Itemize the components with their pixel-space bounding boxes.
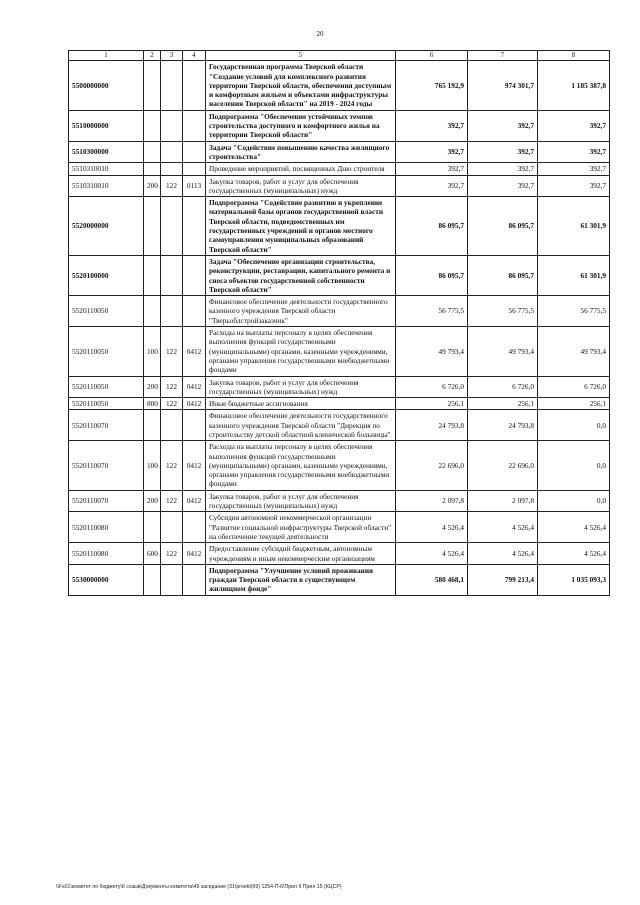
amount-2022: 22 696,0: [396, 441, 468, 490]
item-name: Закупка товаров, работ и услуг для обеспечения государственных (муниципальных) нужд: [206, 490, 396, 512]
item-name: Финансовое обеспечение деятельности государственного казенного учреждения Тверской области "Дирекция по строительству детской областной клинической больницы": [206, 410, 396, 441]
kvsr-code: [161, 512, 183, 543]
amount-2024: 61 301,9: [538, 255, 610, 295]
column-header: 8: [538, 51, 610, 61]
kvsr-code: 122: [161, 398, 183, 410]
amount-2022: 6 726,0: [396, 376, 468, 398]
amount-2024: 6 726,0: [538, 376, 610, 398]
table-row: [69, 255, 610, 295]
kvr-code: 200: [144, 376, 161, 398]
section-code: [183, 197, 206, 256]
amount-2022: 86 095,7: [396, 197, 468, 256]
kcsr-code: 5520110070: [69, 410, 144, 441]
item-name: Проведение мероприятий, посвященных Дню строителя: [206, 163, 396, 175]
kvr-code: 100: [144, 327, 161, 376]
item-name: Государственная программа Тверской области "Создание условий для комплексного развития территории Тверской области, обеспечения доступным и комфортным жильем и объектами инфраструктуры населения Тверской области" на 2019 - 2024 годы: [206, 61, 396, 110]
kvsr-code: [161, 141, 183, 163]
amount-2022: 56 775,5: [396, 296, 468, 327]
kcsr-code: 5530000000: [69, 564, 144, 595]
table-row: [69, 376, 610, 398]
amount-2024: 0,0: [538, 410, 610, 441]
amount-2022: 392,7: [396, 163, 468, 175]
amount-2023: 392,7: [468, 141, 538, 163]
kcsr-code: 5510310010: [69, 175, 144, 197]
kvsr-code: [161, 564, 183, 595]
kcsr-code: 5520110070: [69, 490, 144, 512]
amount-2024: 0,0: [538, 441, 610, 490]
table-row: [69, 163, 610, 175]
kvsr-code: 122: [161, 376, 183, 398]
amount-2023: 56 775,5: [468, 296, 538, 327]
amount-2022: 580 468,1: [396, 564, 468, 595]
table-row: [69, 410, 610, 441]
kvr-code: 200: [144, 175, 161, 197]
amount-2023: 392,7: [468, 163, 538, 175]
amount-2024: 392,7: [538, 175, 610, 197]
section-code: [183, 255, 206, 295]
section-code: [183, 564, 206, 595]
kcsr-code: 5510300000: [69, 141, 144, 163]
table-row: [69, 61, 610, 110]
column-header: 4: [183, 51, 206, 61]
amount-2022: 256,1: [396, 398, 468, 410]
kvsr-code: 122: [161, 441, 183, 490]
kvr-code: [144, 512, 161, 543]
table-row: [69, 110, 610, 141]
amount-2023: 86 095,7: [468, 255, 538, 295]
kvsr-code: 122: [161, 543, 183, 565]
kvr-code: [144, 110, 161, 141]
amount-2023: 392,7: [468, 110, 538, 141]
table-row: [69, 175, 610, 197]
kvr-code: [144, 141, 161, 163]
table-header-row: [69, 51, 610, 61]
amount-2022: 392,7: [396, 110, 468, 141]
kvr-code: [144, 410, 161, 441]
column-header: 2: [144, 51, 161, 61]
amount-2023: 256,1: [468, 398, 538, 410]
section-code: 0113: [183, 175, 206, 197]
item-name: Финансовое обеспечение деятельности государственного казенного учреждения Тверской области "Тверьоблстройзаказчик": [206, 296, 396, 327]
kvr-code: 100: [144, 441, 161, 490]
kcsr-code: 5510310010: [69, 163, 144, 175]
amount-2023: 22 696,0: [468, 441, 538, 490]
section-code: [183, 512, 206, 543]
kvsr-code: [161, 197, 183, 256]
amount-2023: 392,7: [468, 175, 538, 197]
table-row: [69, 441, 610, 490]
kcsr-code: 5520000000: [69, 197, 144, 256]
amount-2022: 4 526,4: [396, 543, 468, 565]
amount-2023: 86 095,7: [468, 197, 538, 256]
item-name: Подпрограмма "Улучшение условий проживания граждан Тверской области в существующем жилищном фонде": [206, 564, 396, 595]
amount-2024: 256,1: [538, 398, 610, 410]
column-header: 5: [206, 51, 396, 61]
column-header: 1: [69, 51, 144, 61]
kcsr-code: 5520100000: [69, 255, 144, 295]
section-code: [183, 163, 206, 175]
item-name: Подпрограмма "Содействие развитию и укрепление материальной базы органов государственной власти Тверской области, подведомственных им государственных учреждений и органов местного самоуправления муниципальных образований Тверской области": [206, 197, 396, 256]
item-name: Задача "Содействие повышению качества жилищного строительства": [206, 141, 396, 163]
table-row: [69, 398, 610, 410]
table-row: [69, 141, 610, 163]
kvsr-code: 122: [161, 175, 183, 197]
item-name: Предоставление субсидий бюджетным, автономным учреждениям и иным некоммерческим организациям: [206, 543, 396, 565]
kcsr-code: 5520110050: [69, 327, 144, 376]
amount-2023: 4 526,4: [468, 512, 538, 543]
amount-2023: 6 726,0: [468, 376, 538, 398]
amount-2024: 392,7: [538, 110, 610, 141]
table-row: [69, 296, 610, 327]
kcsr-code: 5520110070: [69, 441, 144, 490]
amount-2024: 392,7: [538, 163, 610, 175]
section-code: 0412: [183, 327, 206, 376]
table-row: [69, 512, 610, 543]
item-name: Расходы на выплаты персоналу в целях обеспечения выполнения функций государственными (муниципальными) органами, казенными учреждениями, органами управления государственными внебюджетными фондами: [206, 327, 396, 376]
kvsr-code: 122: [161, 327, 183, 376]
kcsr-code: 5520110080: [69, 543, 144, 565]
table-row: [69, 197, 610, 256]
section-code: [183, 141, 206, 163]
amount-2022: 392,7: [396, 141, 468, 163]
budget-table: [68, 50, 610, 596]
table-row: [69, 490, 610, 512]
amount-2022: 86 095,7: [396, 255, 468, 295]
amount-2022: 2 097,8: [396, 490, 468, 512]
amount-2023: 4 526,4: [468, 543, 538, 565]
kcsr-code: 5520110080: [69, 512, 144, 543]
kvr-code: [144, 296, 161, 327]
section-code: 0412: [183, 490, 206, 512]
table-row: [69, 564, 610, 595]
kvr-code: [144, 255, 161, 295]
column-header: 6: [396, 51, 468, 61]
amount-2023: 24 793,8: [468, 410, 538, 441]
amount-2024: 4 526,4: [538, 512, 610, 543]
amount-2024: 1 185 387,8: [538, 61, 610, 110]
amount-2024: 49 793,4: [538, 327, 610, 376]
section-code: 0412: [183, 376, 206, 398]
item-name: Субсидия автономной некоммерческой организации "Развитие социальной инфраструктуры Тверской области" на обеспечение текущей деятельности: [206, 512, 396, 543]
section-code: 0412: [183, 543, 206, 565]
amount-2022: 49 793,4: [396, 327, 468, 376]
item-name: Закупка товаров, работ и услуг для обеспечения государственных (муниципальных) нужд: [206, 376, 396, 398]
kvsr-code: [161, 61, 183, 110]
item-name: Расходы на выплаты персоналу в целях обеспечения выполнения функций государственными (муниципальными) органами, казенными учреждениями, органами управления государственными внебюджетными фондами: [206, 441, 396, 490]
amount-2022: 392,7: [396, 175, 468, 197]
amount-2024: 1 035 093,3: [538, 564, 610, 595]
section-code: [183, 296, 206, 327]
section-code: 0412: [183, 398, 206, 410]
file-path-footer: \\Fs01\комитет по бюджету\6 созыв\Документы комитета\49 заседание (31\proekt(69) 1254-П-6\Прил 9 Прил 15 (КЦСР): [56, 884, 342, 890]
kvsr-code: [161, 255, 183, 295]
amount-2023: 799 213,4: [468, 564, 538, 595]
kcsr-code: 5520110050: [69, 398, 144, 410]
section-code: [183, 61, 206, 110]
item-name: Иные бюджетные ассигнования: [206, 398, 396, 410]
amount-2024: 392,7: [538, 141, 610, 163]
amount-2023: 49 793,4: [468, 327, 538, 376]
amount-2024: 4 526,4: [538, 543, 610, 565]
kvr-code: [144, 163, 161, 175]
kvr-code: 600: [144, 543, 161, 565]
kvr-code: 800: [144, 398, 161, 410]
amount-2023: 2 097,8: [468, 490, 538, 512]
kcsr-code: 5510000000: [69, 110, 144, 141]
kvr-code: [144, 61, 161, 110]
section-code: [183, 410, 206, 441]
column-header: 7: [468, 51, 538, 61]
column-header: 3: [161, 51, 183, 61]
section-code: [183, 110, 206, 141]
kvr-code: [144, 564, 161, 595]
item-name: Задача "Обеспечение организации строительства, реконструкции, реставрации, капитального ремонта и сноса объектов государственной собственности Тверской области": [206, 255, 396, 295]
item-name: Закупка товаров, работ и услуг для обеспечения государственных (муниципальных) нужд: [206, 175, 396, 197]
kvr-code: [144, 197, 161, 256]
amount-2024: 0,0: [538, 490, 610, 512]
table-row: [69, 327, 610, 376]
kvsr-code: [161, 410, 183, 441]
section-code: 0412: [183, 441, 206, 490]
amount-2022: 765 192,9: [396, 61, 468, 110]
kcsr-code: 5520110050: [69, 376, 144, 398]
kvsr-code: 122: [161, 490, 183, 512]
item-name: Подпрограмма "Обеспечение устойчивых темпов строительства доступного и комфортного жилья на территории Тверской области": [206, 110, 396, 141]
amount-2022: 24 793,8: [396, 410, 468, 441]
kcsr-code: 5520110050: [69, 296, 144, 327]
kvsr-code: [161, 163, 183, 175]
amount-2023: 974 301,7: [468, 61, 538, 110]
kvsr-code: [161, 296, 183, 327]
amount-2024: 56 775,5: [538, 296, 610, 327]
kvsr-code: [161, 110, 183, 141]
table-row: [69, 543, 610, 565]
kcsr-code: 5500000000: [69, 61, 144, 110]
amount-2024: 61 301,9: [538, 197, 610, 256]
kvr-code: 200: [144, 490, 161, 512]
page-number: 20: [316, 30, 324, 38]
amount-2022: 4 526,4: [396, 512, 468, 543]
